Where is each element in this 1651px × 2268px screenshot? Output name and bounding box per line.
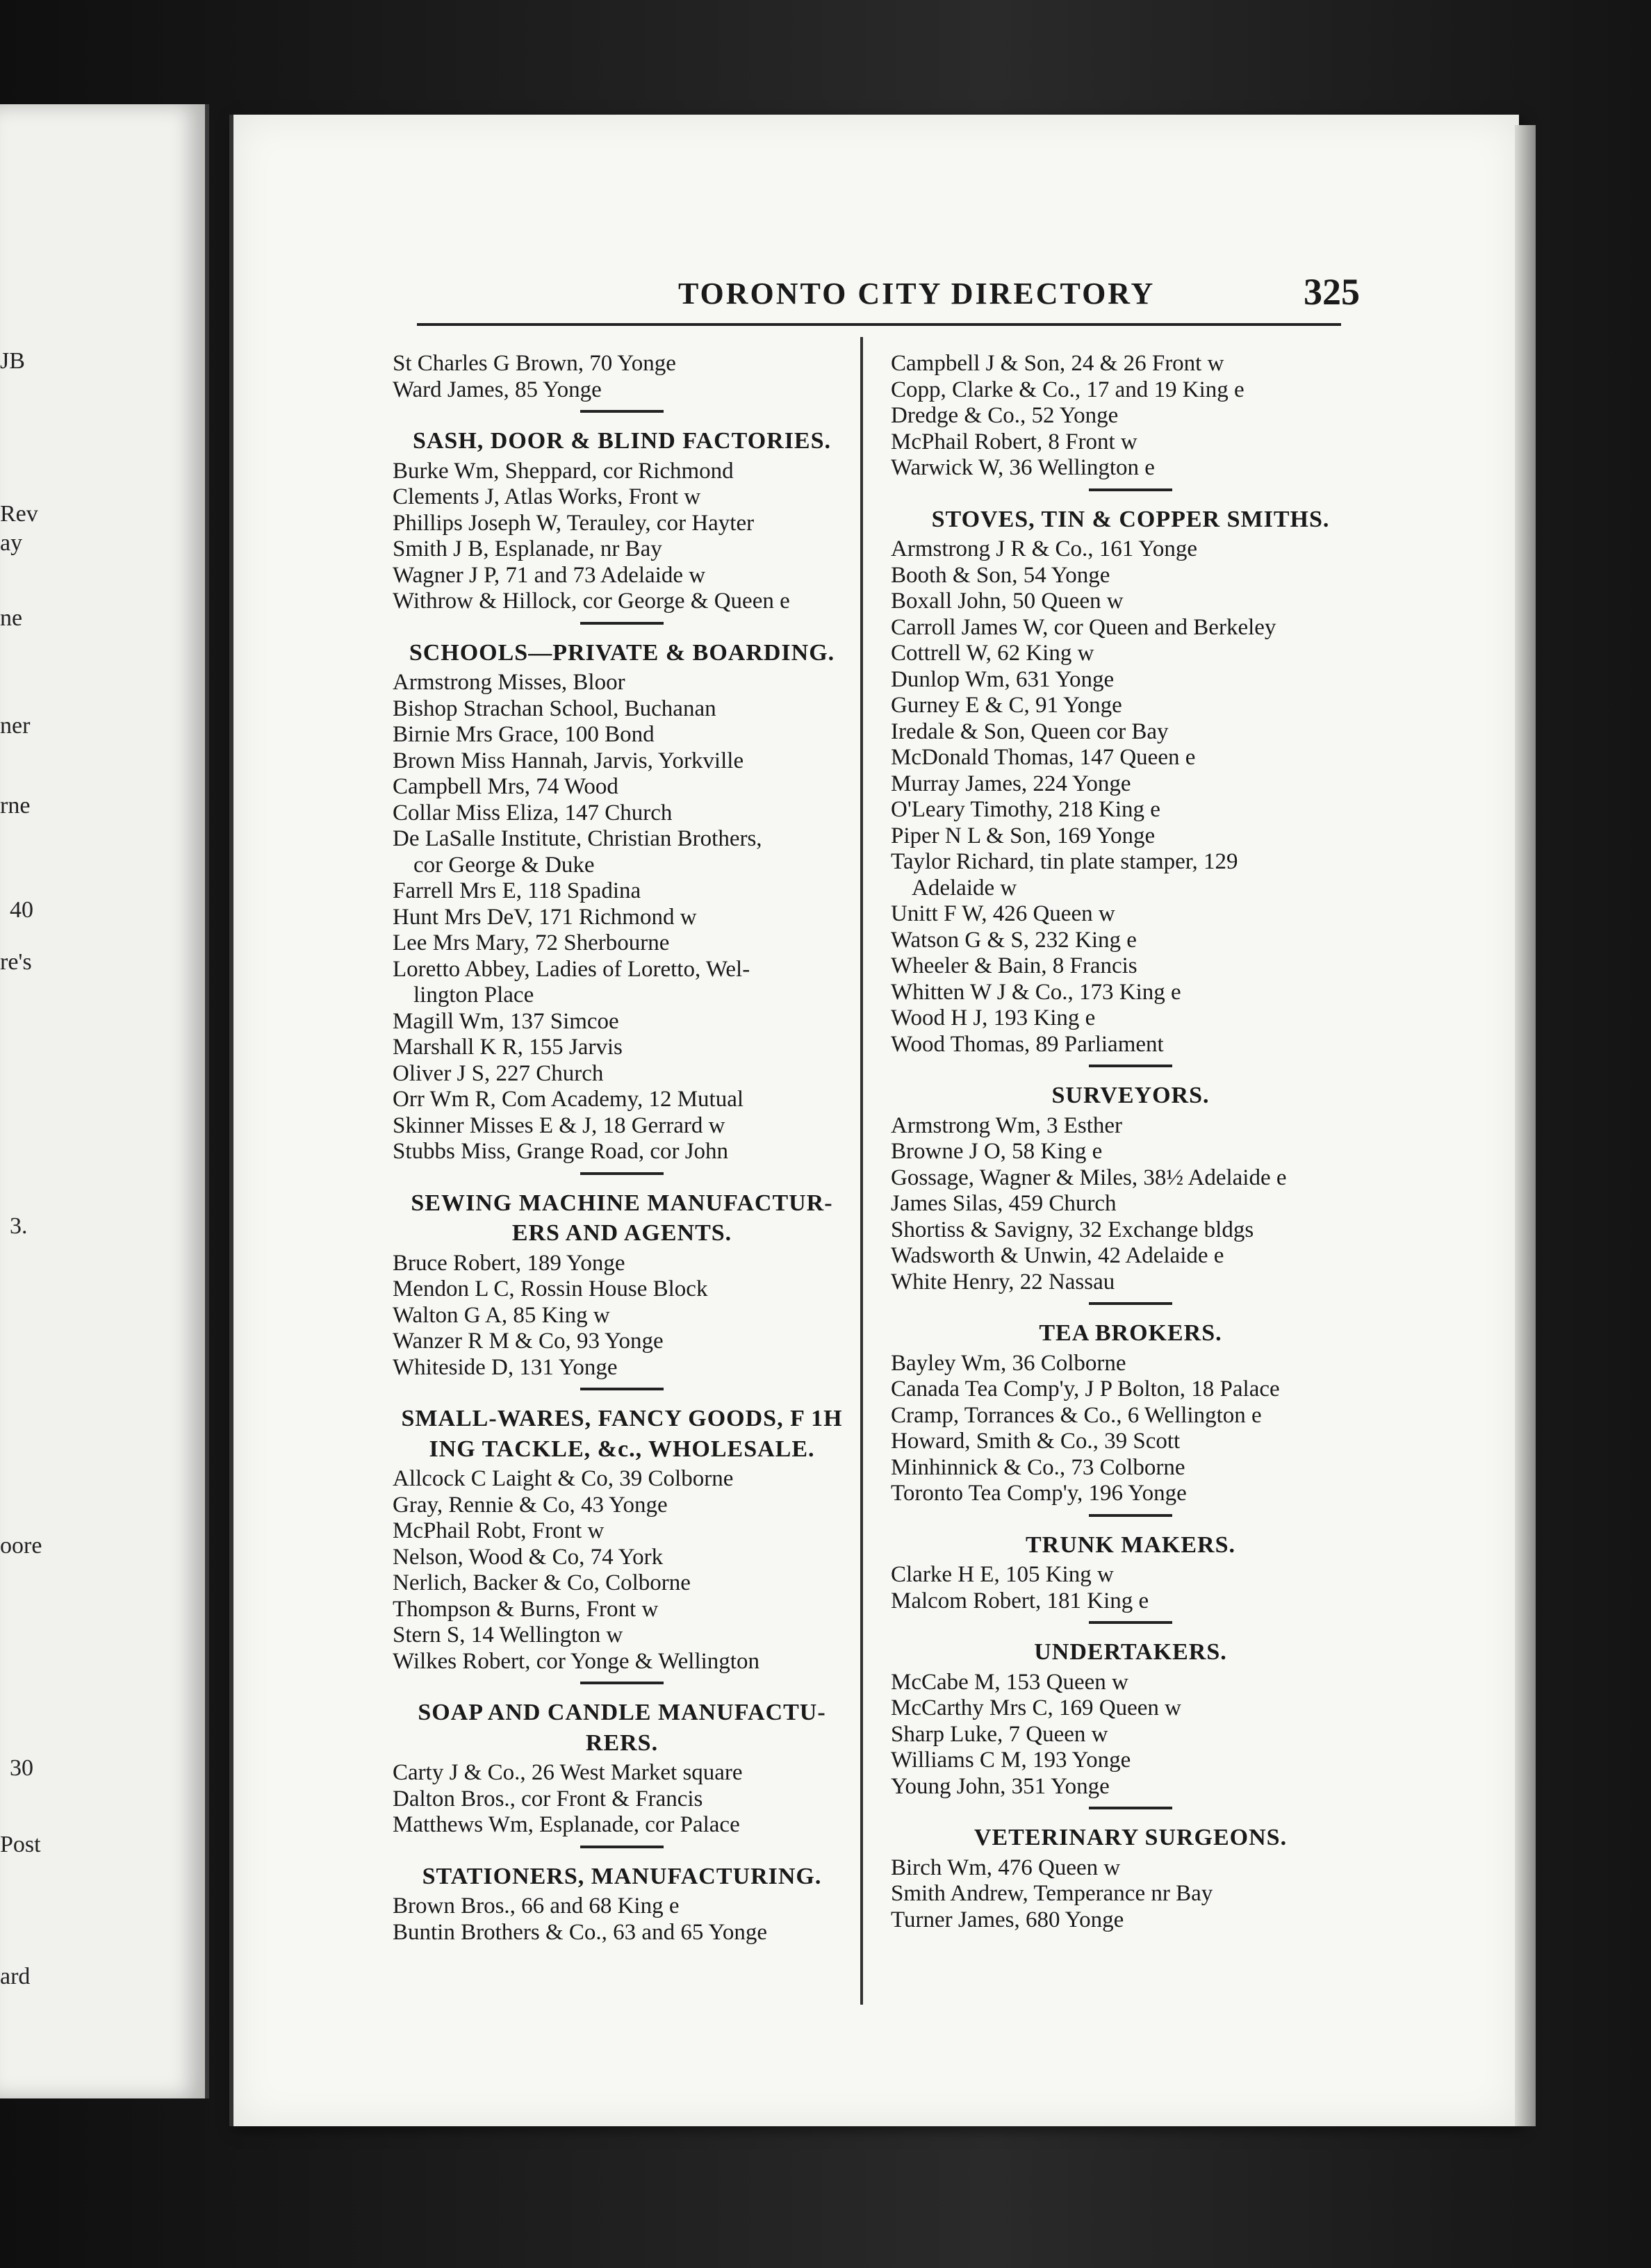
directory-entry: Carroll James W, cor Queen and Berkeley	[891, 614, 1276, 640]
header-rule	[417, 323, 1341, 326]
previous-page-text-fragment: oore	[0, 1533, 42, 1559]
section-heading: TRUNK MAKERS.	[1025, 1531, 1236, 1558]
directory-entry: Dunlop Wm, 631 Yonge	[891, 666, 1115, 692]
directory-entry: Brown Bros., 66 and 68 King e	[393, 1893, 680, 1918]
directory-entry: Minhinnick & Co., 73 Colborne	[891, 1454, 1185, 1480]
directory-entry: Bayley Wm, 36 Colborne	[891, 1350, 1126, 1376]
previous-page-text-fragment: ne	[0, 605, 23, 631]
directory-entry: Lee Mrs Mary, 72 Sherbourne	[393, 930, 670, 955]
directory-entry: McPhail Robt, Front w	[393, 1518, 605, 1543]
section-heading: UNDERTAKERS.	[1034, 1639, 1227, 1665]
directory-entry: Birnie Mrs Grace, 100 Bond	[393, 722, 655, 747]
section-rule	[1089, 488, 1172, 491]
previous-page-text-fragment: JB	[0, 348, 25, 374]
directory-entry: Oliver J S, 227 Church	[393, 1060, 604, 1086]
previous-page-text-fragment: rne	[0, 793, 31, 819]
directory-entry: Stubbs Miss, Grange Road, cor John	[393, 1139, 729, 1164]
directory-entry: Sharp Luke, 7 Queen w	[891, 1721, 1108, 1747]
directory-entry: Armstrong J R & Co., 161 Yonge	[891, 536, 1197, 561]
directory-entry: James Silas, 459 Church	[891, 1191, 1117, 1216]
directory-entry: Wanzer R M & Co, 93 Yonge	[393, 1329, 664, 1354]
directory-entry: Whiteside D, 131 Yonge	[393, 1354, 618, 1380]
section-heading-continued: RERS.	[585, 1729, 659, 1756]
previous-page-text-fragment: 30	[10, 1755, 33, 1781]
directory-entry: Smith Andrew, Temperance nr Bay	[891, 1881, 1213, 1906]
right-column	[891, 351, 1370, 1933]
directory-entry: Toronto Tea Comp'y, 196 Yonge	[891, 1481, 1187, 1506]
directory-entry: Orr Wm R, Com Academy, 12 Mutual	[393, 1087, 744, 1112]
directory-entry: Loretto Abbey, Ladies of Loretto, Wel-	[393, 956, 750, 982]
previous-page-text-fragment: Post	[0, 1832, 41, 1857]
directory-entry: Clarke H E, 105 King w	[891, 1562, 1114, 1587]
previous-page-text-fragment: ner	[0, 713, 31, 739]
section-heading: SCHOOLS—PRIVATE & BOARDING.	[409, 639, 835, 666]
directory-entry: Dalton Bros., cor Front & Francis	[393, 1786, 703, 1811]
running-title: TORONTO CITY DIRECTORY	[678, 277, 1156, 311]
section-rule	[1089, 1302, 1172, 1305]
directory-entry: McCabe M, 153 Queen w	[891, 1669, 1128, 1695]
directory-entry: Walton G A, 85 King w	[393, 1302, 610, 1328]
section-rule	[1089, 1514, 1172, 1517]
directory-entry: McCarthy Mrs C, 169 Queen w	[891, 1695, 1181, 1720]
directory-entry: Whitten W J & Co., 173 King e	[891, 979, 1181, 1005]
directory-entry: Young John, 351 Yonge	[891, 1773, 1110, 1799]
previous-page-edge	[0, 104, 209, 2098]
section-heading-continued: ING TACKLE, &c., WHOLESALE.	[429, 1436, 815, 1462]
directory-entry: lington Place	[413, 983, 534, 1008]
directory-entry: De LaSalle Institute, Christian Brothers,	[393, 826, 762, 851]
section-heading: SEWING MACHINE MANUFACTUR-	[411, 1190, 833, 1216]
directory-entry: Wood H J, 193 King e	[891, 1005, 1096, 1030]
previous-page-text-fragment: ay	[0, 530, 23, 556]
directory-entry: Hunt Mrs DeV, 171 Richmond w	[393, 904, 697, 930]
directory-entry: Bruce Robert, 189 Yonge	[393, 1250, 625, 1276]
directory-entry: Dredge & Co., 52 Yonge	[891, 403, 1119, 428]
page-number: 325	[1304, 271, 1360, 313]
directory-entry: Booth & Son, 54 Yonge	[891, 562, 1110, 588]
directory-entry: Birch Wm, 476 Queen w	[891, 1855, 1121, 1880]
section-heading: SMALL-WARES, FANCY GOODS, F 1H	[401, 1406, 843, 1431]
directory-entry: Wood Thomas, 89 Parliament	[891, 1031, 1164, 1057]
directory-entry: Murray James, 224 Yonge	[891, 771, 1131, 796]
directory-entry: McDonald Thomas, 147 Queen e	[891, 745, 1196, 770]
previous-page-text-fragment: Rev	[0, 501, 38, 527]
directory-entry: Campbell Mrs, 74 Wood	[393, 774, 618, 799]
directory-entry: Howard, Smith & Co., 39 Scott	[891, 1429, 1181, 1454]
directory-entry: Boxall John, 50 Queen w	[891, 589, 1124, 614]
directory-entry: St Charles G Brown, 70 Yonge	[393, 351, 676, 376]
directory-entry: Skinner Misses E & J, 18 Gerrard w	[393, 1112, 725, 1138]
directory-entry: Carty J & Co., 26 West Market square	[393, 1760, 743, 1785]
directory-entry: Campbell J & Son, 24 & 26 Front w	[891, 351, 1224, 376]
directory-entry: Wadsworth & Unwin, 42 Adelaide e	[891, 1243, 1224, 1268]
directory-entry: Armstrong Misses, Bloor	[393, 670, 625, 695]
section-rule	[580, 1682, 664, 1684]
directory-entry: Gossage, Wagner & Miles, 38½ Adelaide e	[891, 1165, 1287, 1190]
directory-entry: White Henry, 22 Nassau	[891, 1269, 1115, 1295]
directory-entry: Ward James, 85 Yonge	[393, 377, 602, 402]
column-divider	[860, 337, 863, 2005]
page-edge-shadow	[1515, 125, 1536, 2126]
directory-entry: Warwick W, 36 Wellington e	[891, 455, 1155, 480]
previous-page-text-fragment: 3.	[10, 1213, 28, 1239]
directory-entry: Buntin Brothers & Co., 63 and 65 Yonge	[393, 1919, 768, 1945]
directory-entry: Clements J, Atlas Works, Front w	[393, 484, 701, 509]
directory-entry: Nerlich, Backer & Co, Colborne	[393, 1570, 691, 1595]
directory-entry: Matthews Wm, Esplanade, cor Palace	[393, 1812, 740, 1837]
section-heading: SASH, DOOR & BLIND FACTORIES.	[412, 428, 832, 454]
directory-entry: Unitt F W, 426 Queen w	[891, 901, 1115, 926]
previous-page-text-fragment: ard	[0, 1964, 31, 1989]
section-rule	[580, 1388, 664, 1390]
directory-entry: Gurney E & C, 91 Yonge	[891, 693, 1122, 718]
directory-entry: Allcock C Laight & Co, 39 Colborne	[393, 1466, 734, 1491]
directory-entry: Magill Wm, 137 Simcoe	[393, 1008, 619, 1034]
section-rule	[580, 410, 664, 413]
section-heading: VETERINARY SURGEONS.	[974, 1825, 1288, 1850]
directory-entry: Burke Wm, Sheppard, cor Richmond	[393, 458, 734, 484]
directory-entry: Shortiss & Savigny, 32 Exchange bldgs	[891, 1217, 1254, 1242]
directory-entry: O'Leary Timothy, 218 King e	[891, 797, 1160, 822]
directory-entry: Stern S, 14 Wellington w	[393, 1622, 623, 1647]
directory-entry: Brown Miss Hannah, Jarvis, Yorkville	[393, 748, 744, 773]
directory-entry: Collar Miss Eliza, 147 Church	[393, 800, 673, 825]
directory-entry: Williams C M, 193 Yonge	[891, 1748, 1131, 1773]
previous-page-text-fragment: 40	[10, 897, 33, 923]
directory-entry: Withrow & Hillock, cor George & Queen e	[393, 589, 790, 614]
section-rule	[580, 1846, 664, 1848]
section-rule	[580, 622, 664, 625]
directory-entry: Adelaide w	[912, 875, 1017, 901]
running-head	[233, 271, 1519, 318]
directory-entry: Phillips Joseph W, Terauley, cor Hayter	[393, 510, 755, 536]
directory-entry: cor George & Duke	[413, 852, 595, 878]
directory-entry: Wagner J P, 71 and 73 Adelaide w	[393, 562, 706, 588]
directory-entry: Canada Tea Comp'y, J P Bolton, 18 Palace	[891, 1377, 1280, 1402]
directory-entry: Wilkes Robert, cor Yonge & Wellington	[393, 1648, 759, 1674]
directory-entry: Armstrong Wm, 3 Esther	[891, 1112, 1123, 1138]
directory-entry: Marshall K R, 155 Jarvis	[393, 1035, 623, 1060]
section-rule	[580, 1172, 664, 1175]
directory-entry: Thompson & Burns, Front w	[393, 1596, 659, 1622]
directory-entry: Malcom Robert, 181 King e	[891, 1588, 1149, 1613]
section-heading-continued: ERS AND AGENTS.	[511, 1220, 732, 1246]
directory-entry: Copp, Clarke & Co., 17 and 19 King e	[891, 377, 1245, 402]
directory-entry: Turner James, 680 Yonge	[891, 1907, 1124, 1932]
section-heading: STATIONERS, MANUFACTURING.	[422, 1863, 822, 1889]
section-rule	[1089, 1621, 1172, 1624]
directory-entry: Bishop Strachan School, Buchanan	[393, 696, 716, 721]
directory-entry: Cottrell W, 62 King w	[891, 641, 1094, 666]
directory-entry: Wheeler & Bain, 8 Francis	[891, 953, 1137, 978]
section-heading: SOAP AND CANDLE MANUFACTU-	[418, 1700, 826, 1725]
directory-entry: Nelson, Wood & Co, 74 York	[393, 1544, 664, 1570]
directory-entry: Piper N L & Son, 169 Yonge	[891, 823, 1156, 848]
section-heading: STOVES, TIN & COPPER SMITHS.	[931, 506, 1330, 532]
directory-entry: Gray, Rennie & Co, 43 Yonge	[393, 1492, 668, 1518]
section-heading: SURVEYORS.	[1051, 1083, 1210, 1108]
section-rule	[1089, 1807, 1172, 1809]
section-rule	[1089, 1065, 1172, 1067]
directory-entry: Cramp, Torrances & Co., 6 Wellington e	[891, 1402, 1262, 1428]
directory-entry: Iredale & Son, Queen cor Bay	[891, 718, 1169, 744]
directory-entry: Smith J B, Esplanade, nr Bay	[393, 536, 662, 561]
directory-entry: Mendon L C, Rossin House Block	[393, 1276, 708, 1301]
directory-entry: Taylor Richard, tin plate stamper, 129	[891, 849, 1238, 874]
section-heading: TEA BROKERS.	[1039, 1320, 1222, 1346]
directory-entry: Watson G & S, 232 King e	[891, 927, 1137, 953]
directory-entry: Browne J O, 58 King e	[891, 1139, 1103, 1164]
previous-page-text-fragment: re's	[0, 949, 32, 975]
directory-entry: McPhail Robert, 8 Front w	[891, 429, 1137, 454]
left-column	[393, 351, 851, 1946]
directory-entry: Farrell Mrs E, 118 Spadina	[393, 878, 641, 903]
